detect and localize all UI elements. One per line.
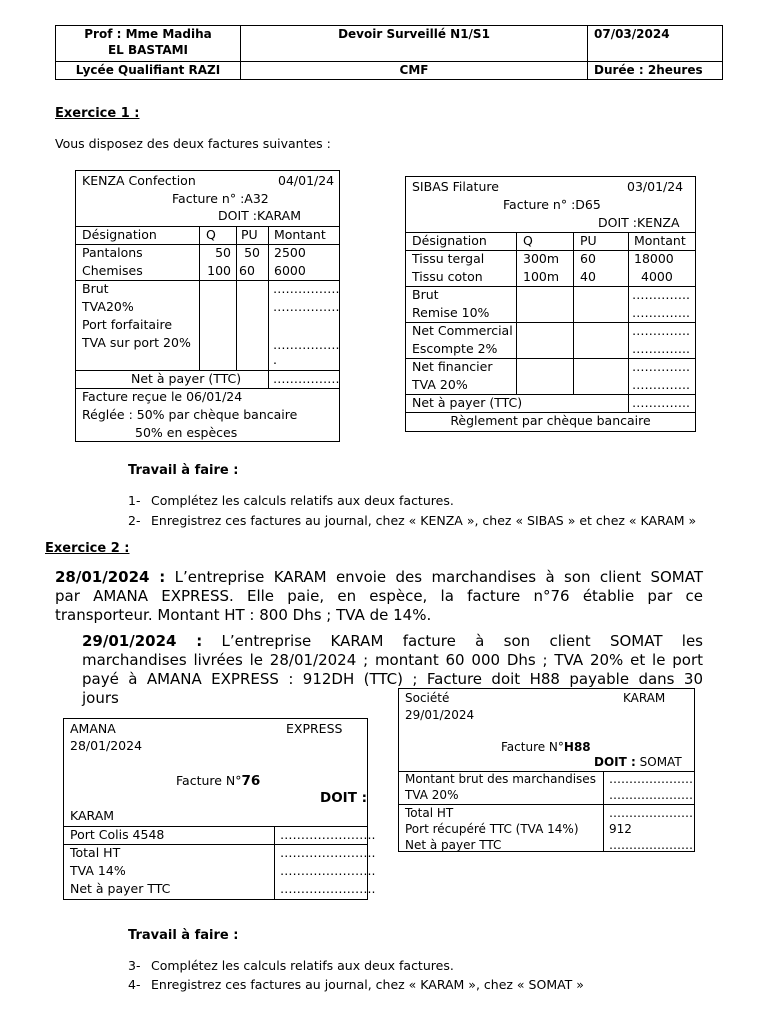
- sibas-date: 03/01/24: [627, 179, 684, 194]
- sibas-col-montant: Montant: [634, 233, 686, 248]
- sibas-net-label: Net à payer (TTC): [412, 395, 523, 410]
- ex1-task-1-num: 1-: [128, 493, 141, 508]
- amana-invoice: [63, 718, 376, 900]
- ex2-p1-line3: transporteur. Montant HT : 800 Dhs ; TVA de 14%.: [55, 606, 432, 624]
- kenza-row2-montant: 6000: [274, 263, 306, 278]
- ex2-p2-line1: L’entreprise KARAM facture à son client SOMAT les: [221, 632, 703, 650]
- ex2-task-3-num: 3-: [128, 958, 141, 973]
- societe-name: Société: [405, 691, 450, 705]
- kenza-company: KENZA Confection: [82, 173, 196, 188]
- amana-net: Net à payer TTC: [70, 881, 171, 896]
- sibas-col-q: Q: [523, 233, 533, 248]
- ex2-p1-date: 28/01/2024 :: [55, 568, 166, 586]
- kenza-doit: DOIT :KARAM: [218, 208, 302, 223]
- societe-invoice: [398, 688, 695, 852]
- societe-total-ht: Total HT: [405, 806, 454, 820]
- societe-name-2: KARAM: [623, 691, 666, 705]
- ex2-travail: Travail à faire :: [128, 928, 239, 943]
- sibas-dots-6: …………..: [632, 377, 690, 392]
- kenza-facture: Facture n° :A32: [172, 191, 269, 206]
- prof-name: Prof : Mme Madiha: [84, 27, 212, 41]
- amana-client: KARAM: [70, 808, 115, 823]
- header-school: Lycée Qualifiant RAZI: [56, 62, 241, 80]
- societe-dots-1: …………………: [609, 772, 693, 786]
- kenza-col-montant: Montant: [274, 227, 326, 242]
- societe-facture: [501, 738, 591, 756]
- ex1-title: Exercice 1 :: [55, 106, 140, 121]
- sibas-row2-designation: Tissu coton: [412, 269, 483, 284]
- sibas-row1-designation: Tissu tergal: [412, 251, 485, 266]
- societe-facture-label: Facture N°: [501, 740, 564, 754]
- amana-name-2: EXPRESS: [286, 721, 343, 736]
- sibas-dots-1: …………..: [632, 287, 690, 302]
- societe-tva: TVA 20%: [405, 788, 459, 802]
- kenza-dots-3: …………….: [273, 337, 340, 352]
- header-prof: [56, 26, 241, 62]
- header-table: [55, 25, 723, 80]
- kenza-note-3: 50% en espèces: [135, 425, 238, 440]
- ex2-p2-line2: marchandises livrées le 28/01/2024 ; montant 60 000 Dhs ; TVA 20% et le port: [82, 651, 703, 669]
- sibas-label-brut: Brut: [412, 287, 439, 302]
- ex2-task-3: Complétez les calculs relatifs aux deux factures.: [151, 958, 454, 973]
- kenza-label-brut: Brut: [82, 281, 109, 296]
- kenza-dots-2: …………….: [273, 299, 340, 314]
- ex1-task-2: Enregistrez ces factures au journal, chez « KENZA », chez « SIBAS » et chez « KARAM »: [151, 513, 697, 528]
- sibas-reglement: Règlement par chèque bancaire: [450, 413, 651, 428]
- ex2-task-4: Enregistrez ces factures au journal, chez « KARAM », chez « SOMAT »: [151, 977, 584, 992]
- kenza-row2-q: 100: [207, 263, 231, 278]
- ex1-travail: Travail à faire :: [128, 463, 239, 478]
- sibas-col-pu: PU: [580, 233, 597, 248]
- societe-dots-3: …………………: [609, 806, 693, 820]
- kenza-row1-montant: 2500: [274, 245, 306, 260]
- header-class: CMF: [241, 62, 588, 80]
- ex1-intro: Vous disposez des deux factures suivantes :: [55, 136, 331, 151]
- amana-doit: DOIT :: [320, 790, 368, 806]
- kenza-row1-designation: Pantalons: [82, 245, 143, 260]
- sibas-label-tva: TVA 20%: [412, 377, 468, 392]
- ex2-p2-date: 29/01/2024 :: [82, 632, 203, 650]
- societe-client: SOMAT: [639, 755, 682, 769]
- kenza-row1-pu: 50: [244, 245, 260, 260]
- sibas-doit: DOIT :KENZA: [598, 215, 680, 230]
- amana-dots-2: …………………..: [280, 845, 376, 860]
- ex1-task-2-num: 2-: [128, 513, 141, 528]
- sibas-row1-montant: 18000: [634, 251, 674, 266]
- ex1-task-1: Complétez les calculs relatifs aux deux factures.: [151, 493, 454, 508]
- ex2-paragraph-1: [55, 568, 703, 625]
- sibas-label-net-commercial: Net Commercial: [412, 323, 513, 338]
- kenza-invoice: [75, 170, 340, 442]
- header-title: Devoir Surveillé N1/S1: [241, 26, 588, 62]
- sibas-row2-pu: 40: [580, 269, 596, 284]
- ex2-paragraph-2: [82, 632, 703, 690]
- societe-port: Port récupéré TTC (TVA 14%): [405, 822, 579, 836]
- ex2-p2-line4: jours: [82, 689, 119, 707]
- prof-name-2: EL BASTAMI: [107, 43, 189, 57]
- societe-port-val: 912: [609, 822, 632, 836]
- header-duration: Durée : 2heures: [588, 62, 723, 80]
- amana-dots-4: …………………..: [280, 881, 376, 896]
- amana-name: AMANA: [70, 721, 116, 736]
- societe-date: 29/01/2024: [405, 708, 475, 722]
- sibas-row2-q: 100m: [523, 269, 560, 284]
- amana-date: 28/01/2024: [70, 738, 143, 753]
- societe-doit: DOIT :: [594, 755, 636, 769]
- kenza-dots-1: …………….: [273, 281, 340, 296]
- ex2-p1-line2: par AMANA EXPRESS. Elle paie, en espèce, la facture n°76 établie par ce: [55, 587, 703, 605]
- amana-tva: TVA 14%: [70, 863, 126, 878]
- kenza-row2-pu: 60: [239, 263, 255, 278]
- kenza-row1-q: 50: [215, 245, 231, 260]
- kenza-col-pu: PU: [241, 227, 258, 242]
- ex2-p1-line1: L’entreprise KARAM envoie des marchandises à son client SOMAT: [174, 568, 703, 586]
- kenza-net-dots: …………….: [273, 371, 340, 386]
- kenza-row2-designation: Chemises: [82, 263, 143, 278]
- ex2-task-4-num: 4-: [128, 977, 141, 992]
- sibas-row1-pu: 60: [580, 251, 596, 266]
- kenza-col-q: Q: [206, 227, 216, 242]
- societe-facture-num: H88: [563, 740, 591, 754]
- sibas-invoice: [405, 176, 696, 432]
- header-date: 07/03/2024: [588, 26, 723, 62]
- societe-net: Net à payer TTC: [405, 838, 502, 852]
- sibas-row2-montant: 4000: [641, 269, 673, 284]
- societe-dots-4: …………………: [609, 838, 693, 852]
- kenza-date: 04/01/24: [278, 173, 335, 188]
- ex2-p2-line3: payé à AMANA EXPRESS : 912DH (TTC) ; Facture doit H88 payable dans 30: [82, 670, 703, 688]
- sibas-label-remise: Remise 10%: [412, 305, 490, 320]
- amana-facture-num: 76: [241, 773, 261, 789]
- ex2-title: Exercice 2 :: [45, 541, 130, 556]
- amana-total-ht: Total HT: [70, 845, 121, 860]
- societe-doit-line: [594, 753, 682, 771]
- kenza-dot: .: [273, 352, 277, 367]
- sibas-facture: Facture n° :D65: [503, 197, 601, 212]
- sibas-row1-q: 300m: [523, 251, 560, 266]
- kenza-label-tva-port: TVA sur port 20%: [82, 335, 191, 350]
- sibas-dots-3: …………..: [632, 323, 690, 338]
- kenza-label-tva: TVA20%: [82, 299, 134, 314]
- sibas-company: SIBAS Filature: [412, 179, 499, 194]
- sibas-col-designation: Désignation: [412, 233, 487, 248]
- sibas-label-escompte: Escompte 2%: [412, 341, 498, 356]
- amana-facture-label: Facture N°: [176, 773, 242, 788]
- sibas-dots-2: …………..: [632, 305, 690, 320]
- societe-dots-2: …………………: [609, 788, 693, 802]
- kenza-note-1: Facture reçue le 06/01/24: [82, 389, 243, 404]
- amana-dots-3: …………………..: [280, 863, 376, 878]
- kenza-note-2: Réglée : 50% par chèque bancaire: [82, 407, 298, 422]
- kenza-col-designation: Désignation: [82, 227, 157, 242]
- kenza-net-label: Net à payer (TTC): [131, 371, 242, 386]
- kenza-label-port: Port forfaitaire: [82, 317, 173, 332]
- sibas-label-net-financier: Net financier: [412, 359, 493, 374]
- sibas-dots-5: …………..: [632, 359, 690, 374]
- sibas-dots-4: …………..: [632, 341, 690, 356]
- amana-dots-1: …………………..: [280, 827, 376, 842]
- amana-facture: [176, 772, 260, 790]
- amana-port: Port Colis 4548: [70, 827, 165, 842]
- sibas-net-dots: …………..: [632, 395, 690, 410]
- societe-montant-brut: Montant brut des marchandises: [405, 772, 596, 786]
